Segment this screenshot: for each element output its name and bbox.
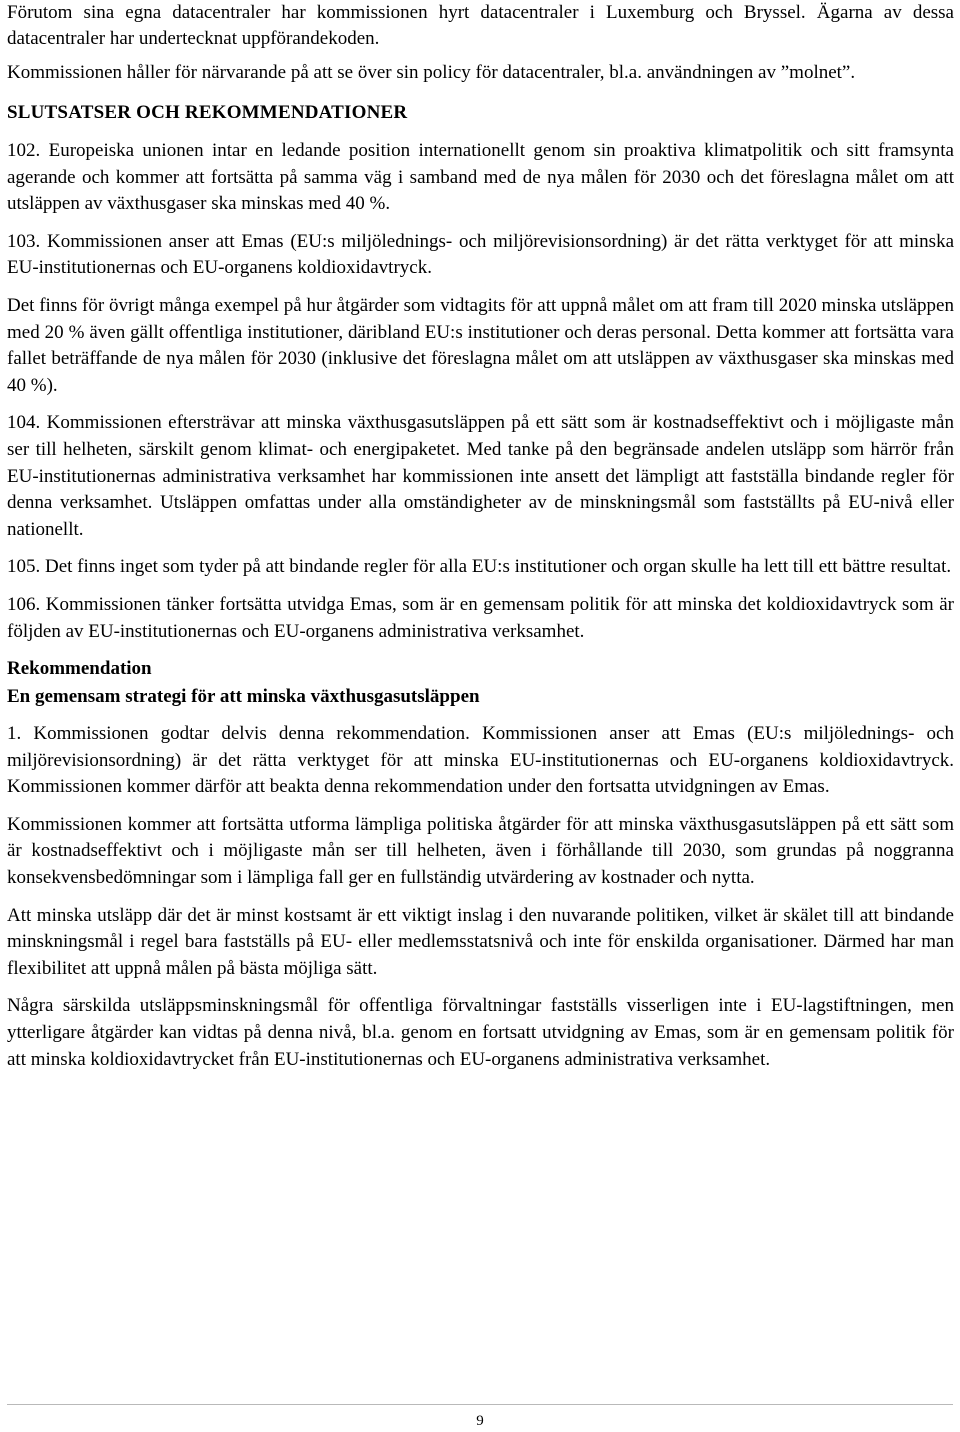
footer-divider [7, 1404, 953, 1405]
paragraph-103-continued: Det finns för övrigt många exempel på hur åtgärder som vidtagits för att uppnå målet om att fram till 2020 minska utsläppen med 20 % även gällt offentliga institutioner, däribland EU:s institutioner och deras personal. Detta kommer att fortsätta vara fallet beträffande de nya målen för 2030 (inklusive det föreslagna målet om att utsläppen av växthusgaser ska minskas med 40 %). [7, 294, 954, 396]
paragraph-106: 106. Kommissionen tänker fortsätta utvidga Emas, som är en gemensam politik för att minska det koldioxidavtryck som är följden av EU-institutionernas och EU-organens administrativa verksamhet. [7, 593, 954, 642]
recommendation-heading-block [7, 655, 954, 711]
recommendation-paragraph-3: Att minska utsläpp där det är minst kostsamt är ett viktigt inslag i den nuvarande politiken, vilket är skälet till att bindande minskningsmål i regel bara fastställs på EU- eller medlemsstatsnivå och inte för enskilda organisationer. Därmed har man flexibilitet att uppnå målen på bästa möjliga sätt. [7, 904, 954, 979]
paragraph-104: 104. Kommissionen eftersträvar att minska växthusgasutsläppen på ett sätt som är kostnadseffektivt och i möjligaste mån ser till helheten, särskilt genom klimat- och energipaketet. Med tanke på den begränsade andelen utsläpp som härrör från EU-institutionernas administrativa verksamhet har kommissionen inte ansett det lämpligt att fastställa bindande regler för denna verksamhet. Utsläppen omfattas under alla omständigheter av de minskningsmål som fastställts på EU-nivå eller nationellt. [7, 412, 954, 540]
intro-paragraph-1: Förutom sina egna datacentraler har kommissionen hyrt datacentraler i Luxemburg och Bryssel. Ägarna av dessa datacentraler har undertecknat uppförandekoden. [7, 2, 954, 49]
paragraph-102: 102. Europeiska unionen intar en ledande position internationellt genom sin proaktiva klimatpolitik och sitt framsynta agerande och kommer att fortsätta på samma väg i samband med de nya målen för 2030 och det föreslagna målet om att utsläppen av växthusgaser ska minskas med 40 %. [7, 140, 954, 215]
recommendation-paragraph-4: Några särskilda utsläppsminskningsmål för offentliga förvaltningar fastställs visserligen inte i EU-lagstiftningen, men ytterligare åtgärder kan vidtas på denna nivå, bl.a. genom en fortsatt utvidgning av Emas, som är en gemensam politik för att minska koldioxidavtrycket från EU-institutionernas och EU-organens administrativa verksamhet. [7, 995, 954, 1070]
intro-paragraph-2: Kommissionen håller för närvarande på att se över sin policy för datacentraler, bl.a. användningen av ”molnet”. [7, 62, 856, 83]
paragraph-105: 105. Det finns inget som tyder på att bindande regler för alla EU:s institutioner och organ skulle ha lett till ett bättre resultat. [7, 556, 952, 578]
recommendation-paragraph-1: 1. Kommissionen godtar delvis denna rekommendation. Kommissionen anser att Emas (EU:s miljölednings- och miljörevisionsordning) är det rätta verktyget för att minska EU-institutionernas och EU-organens koldioxidavtryck. Kommissionen kommer därför att beakta denna rekommendation under den fortsatta utvidgningen av Emas. [7, 723, 954, 798]
page-number: 9 [476, 1413, 484, 1429]
paragraph-103: 103. Kommissionen anser att Emas (EU:s miljölednings- och miljörevisionsordning) är det rätta verktyget för att minska EU-institutionernas och EU-organens koldioxidavtryck. [7, 230, 954, 279]
recommendation-paragraph-2: Kommissionen kommer att fortsätta utforma lämpliga politiska åtgärder för att minska växthusgasutsläppen på ett sätt som är kostnadseffektivt och i möjligaste mån ser till helheten, även i förhållande till 2030, som grundas på noggranna konsekvensbedömningar som i lämpliga fall ger en fullständig utvärdering av kostnader och nytta. [7, 813, 954, 889]
document-page [7, 0, 954, 1073]
recommendation-label: Rekommendation [7, 658, 152, 680]
recommendation-title: En gemensam strategi för att minska växthusgasutsläppen [7, 686, 480, 708]
section-title: SLUTSATSER OCH REKOMMENDATIONER [7, 102, 408, 123]
